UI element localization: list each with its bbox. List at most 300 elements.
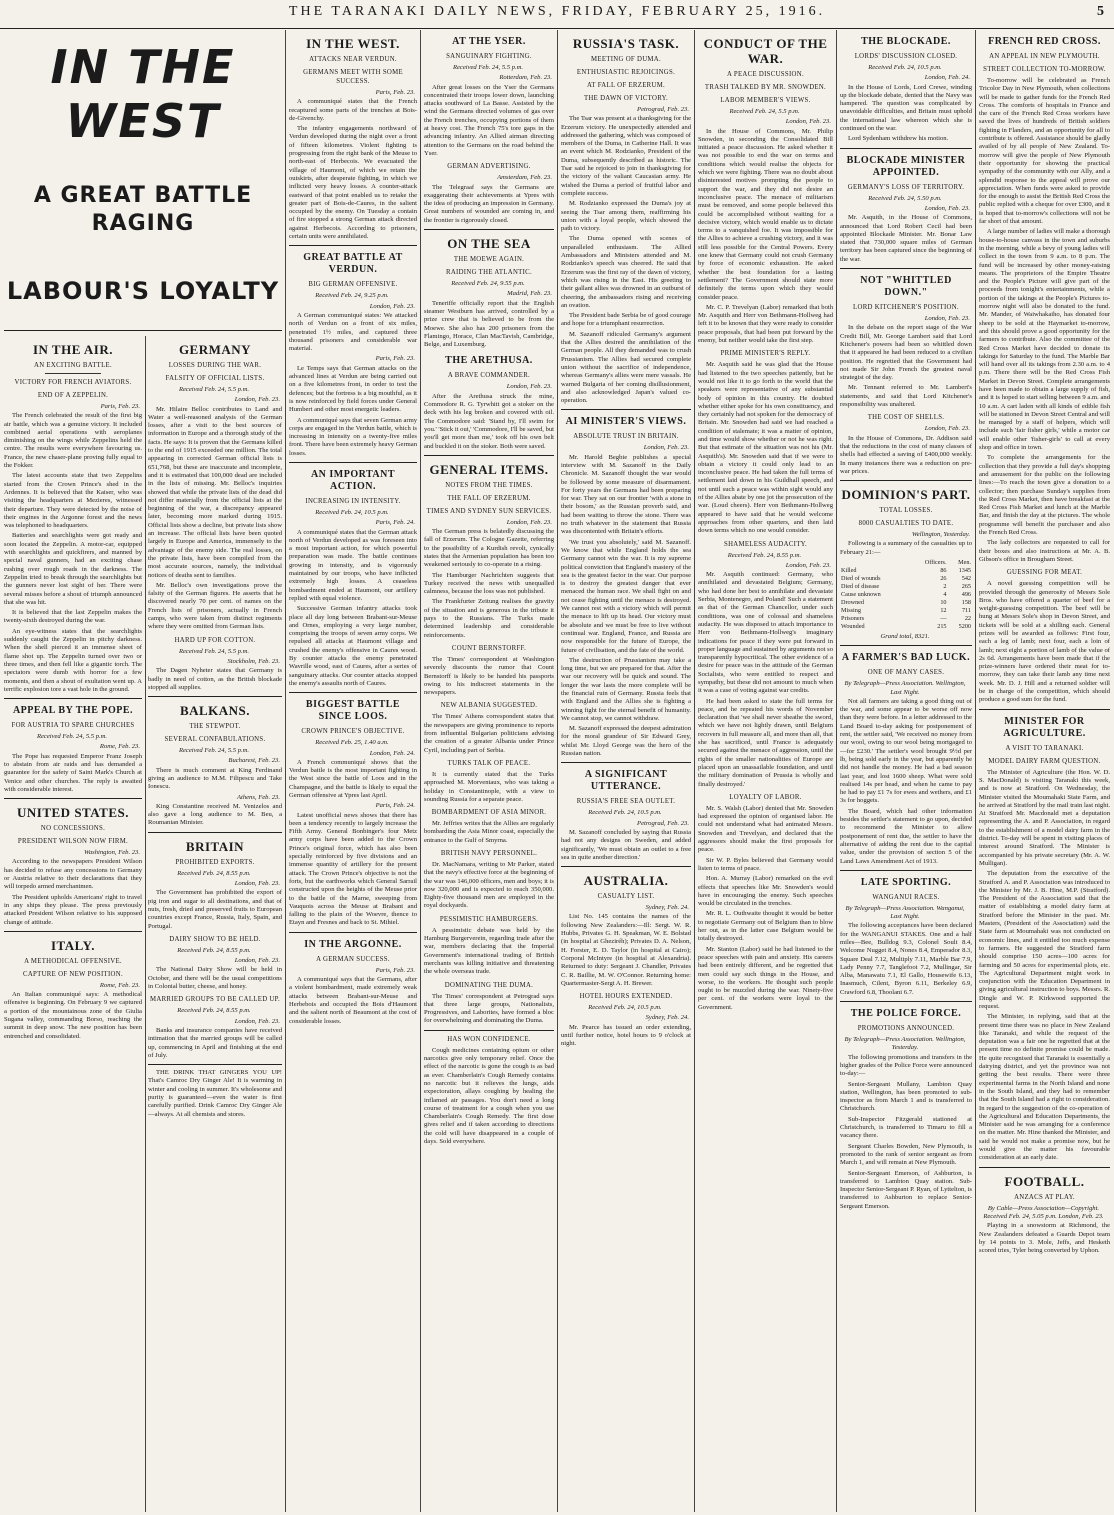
subheading: RAIDING THE ATLANTIC. xyxy=(445,269,533,277)
subheading: ANZACS AT PLAY. xyxy=(1014,1193,1075,1201)
subheading: AN EXCITING BATTLE. xyxy=(34,362,112,369)
article-text: Mr. C. P. Trevelyan (Labor) remarked that both Mr. Asquith and Herr von Bethmann-Hollweg had left it to be known that they were ready to consider peace proposals, that had been put forward by the enemy, but neither would take the first step. xyxy=(698,303,833,345)
table-cell: 711 xyxy=(961,606,971,614)
article-text: King Constantine received M. Venizelos and also gave a long audience to M. Beu, a Roumanian Minister. xyxy=(148,802,282,827)
column-c xyxy=(289,30,417,1510)
article-text: A communiqué says that seven German army corps are engaged in the Verdun battle, which is increasing in intensity on a twenty-five miles front. There have been extremely heavy German losses. xyxy=(289,416,417,457)
column-g xyxy=(840,30,972,1510)
divider xyxy=(979,1167,1110,1168)
dateline: Petrograd, Feb. 23. xyxy=(637,819,689,827)
dateline: By Telegraph—Press Association. Wanganui, Last Night. xyxy=(845,904,965,921)
article-text: The Dagen Nyheter states that Germany is badly in need of cotton, as the British blockade stopped all supplies. xyxy=(148,667,282,691)
dateline: Received Feb. 24, 10.5 p.m. xyxy=(588,1004,662,1012)
table-row xyxy=(840,607,972,615)
table-total: Grand total, 8321. xyxy=(880,632,930,640)
table-row xyxy=(840,575,972,583)
article-text: The Board, which had other information besides the settler's statement to go upon, decided to recommend the Minister to allow postponement of rent due, the settler to have the alternative of adding the rent due to the capital value, under the provision of section 5 of the Land Laws Amendment Act of 1913. xyxy=(840,807,972,865)
article-headline: ON THE SEA xyxy=(447,236,531,252)
subheading: MARRIED GROUPS TO BE CALLED UP. xyxy=(150,996,280,1004)
article-text: Mr. Harold Begbie publishes a special interview with M. Sazanoff in the Daily Chronicle. M. Sazanoff thought the war would be followed by some measure of disarmament. For forty years the Germans had been preparing for war. They sat on our frontier 'with a stone in their bosom,' as the Russian proverb said, and had been waiting to throw the stone. There was no truth whatever in the statement that Russia was discontented with Britain's efforts. xyxy=(561,453,691,536)
subheading: RUSSIA'S FREE SEA OUTLET. xyxy=(576,798,676,806)
dateline: London, Feb. 23. xyxy=(785,561,831,569)
article-headline: FOOTBALL. xyxy=(1004,1173,1085,1189)
article-headline: RUSSIA'S TASK. xyxy=(572,36,680,51)
dateline: By Telegraph—Press Association. Wellington, Yesterday. xyxy=(844,1036,966,1052)
column-rule xyxy=(145,336,146,1512)
table-cell: Cause unknown xyxy=(841,590,881,598)
table-cell: Died of disease xyxy=(841,582,880,590)
article-text: A pessimistic debate was held by the Hamburg Burgerverein, regarding trade after the war, members declaring that the Imperial Government's international trading of British merchants was killing initiative and threatening the whole overseas trade. xyxy=(424,926,554,976)
column-rule xyxy=(285,30,286,1512)
subheading: A PEACE DISCUSSION. xyxy=(727,71,804,78)
dateline: Rome, Feb. 23. xyxy=(99,981,140,989)
subheading: GUESSING FOR MEAT. xyxy=(1006,569,1083,577)
dateline: Wellington, Yesterday. xyxy=(911,531,970,539)
article-headline: THE ARETHUSA. xyxy=(445,355,533,367)
advertisement: Cough medicines containing opium or other narcotics give only temporary relief. Once the effect of the narcotic is gone the cough is as bad as ever. Chamberlain's Cough Remedy contains no narcotic but it relieves the lungs, aids expectoration, allays coughing by healing the inflamed air passages. You don't need a long course of treatment for a cough when you use Chamberlain's Cough Remedy. The first dose gives relief and if taken according to directions the cold will have disappeared in a couple of days. Sold everywhere. xyxy=(424,1046,554,1146)
column-rule xyxy=(420,30,421,1512)
divider xyxy=(148,1064,282,1065)
dateline: London, Feb. 23. xyxy=(234,957,280,965)
dateline: Sydney, Feb. 24. xyxy=(645,1014,689,1022)
article-headline: THE BLOCKADE. xyxy=(861,36,951,47)
table-header-cell xyxy=(840,559,909,567)
subheading: HAS WON CONFIDENCE. xyxy=(447,1035,531,1043)
subheading: A BRAVE COMMANDER. xyxy=(447,372,531,380)
dateline: Received Feb. 24, 8.55 p.m. xyxy=(177,946,251,954)
column-a xyxy=(4,336,142,1512)
table-cell: 496 xyxy=(961,590,971,598)
article-headline: AT THE YSER. xyxy=(452,36,526,47)
article-text: 'We trust you absolutely,' said M. Sazanoff. We know that while England holds the sea Germany cannot win the war. It is my supreme political conviction that England's mastery of the sea is the greatest factor in the war. Our purpose is to destroy the greatest danger that ever menaced the human race. We shall fight on and not cease fighting until the menace is destroyed. We cannot rest with a victory which will permit the menace to lift up its head. Our victory must be absolute and we must be free to live without continual war. England, France, and Russia are now responsible for the future of Europe, the future of civilisation, and the fate of the world. xyxy=(561,538,691,654)
subheading: TRASH TALKED BY MR. SNOWDEN. xyxy=(704,84,827,91)
article-text: M. Sazanoff concluded by saying that Russia had not any designs on Sweden, and added significantly, 'We must obtain an outlet to a free sea in quite another direction.' xyxy=(561,828,691,861)
article-text: The Hamburger Nachrichten suggests that Turkey received the news with unequalled calmness, because the loss was not published. xyxy=(424,571,554,596)
subheading: PROMOTIONS ANNOUNCED. xyxy=(857,1025,955,1033)
dateline: Received Feb. 24, 9.55 p.m. xyxy=(451,280,525,288)
table-cell: 265 xyxy=(961,582,971,590)
article-headline: MINISTER FOR AGRICULTURE. xyxy=(1003,715,1086,739)
subheading: FOR AUSTRIA TO SPARE CHURCHES xyxy=(11,722,135,730)
article-text: It is believed that the last Zeppelin makes the twenty-sixth destroyed during the war. xyxy=(4,609,142,625)
divider xyxy=(4,931,142,932)
table-row xyxy=(840,615,972,623)
article-headline: AI MINISTER'S VIEWS. xyxy=(565,416,687,428)
dateline: Madrid, Feb. 23. xyxy=(507,290,552,298)
article-text: Mr. Tennant referred to Mr. Lambert's statements, and said that Lord Kitchener's responsibility was unaltered. xyxy=(840,384,972,409)
subheading: A GERMAN SUCCESS. xyxy=(316,955,390,963)
dateline: Received Feb. 24, 5.5 p.m. xyxy=(729,108,800,115)
table-cell: 2 xyxy=(943,582,947,590)
article-text: Following is a summary of the casualties up to February 21:— xyxy=(840,540,972,556)
divider xyxy=(45,373,100,374)
table-header-cell: Officers. xyxy=(924,558,947,566)
subheading: DOMINATING THE DUMA. xyxy=(444,981,534,989)
subheading: A VISIT TO TARANAKI. xyxy=(1005,744,1084,752)
divider xyxy=(289,692,417,693)
dateline: By Cable—Press Association—Copyright. Received Feb. 24, 5.05 p.m. London, Feb. 23. xyxy=(983,1204,1104,1220)
column-rule xyxy=(836,30,837,1512)
subheading: THE MOEWE AGAIN. xyxy=(453,256,525,264)
article-text: It is currently stated that the Turks approached M. Morventaux, who was taking a holiday in Constantinople, with a view to sounding Russia for a separate peace. xyxy=(424,770,554,803)
subheading: HARD UP FOR COTTON. xyxy=(174,636,256,644)
column-h xyxy=(979,30,1110,1510)
article-text: Sir W. P. Byles believed that Germany would listen to terms of peace. xyxy=(698,856,833,872)
article-text: The infantry engagements northward of Verdun developed during the night over a front of fifteen kilometres. Violent fighting is progressing from the right bank of the Meuse to north-east of Herbecois. We evacuated the village of Haumont, of which we retain the outskirts, after desperate fighting, in which we inflicted very heavy losses. A counter-attack eastward of that point enabled us to retake the greater part of Bois-de-Caures, in the salient occupied by the enemy. On Tuesday a contain of fire stopped a strong German attack directed against Herbecois. According to prisoners, certain units were annihilated. xyxy=(289,125,417,241)
divider xyxy=(840,870,972,871)
article-headline: A FARMER'S BAD LUCK. xyxy=(841,652,971,664)
article-text: Successive German infantry attacks took place all day long between Brabant-sur-Meuse and Ornes, employing a very large number, comprising the troops of seven army corps. We repulsed all attacks at Haumont village and crushed the enemy's offensive in Caures wood. By counter attacks the enemy penetrated Wavrille wood, east of Caures, after a series of sanguinary attacks. Our counter attacks stopped the enemy's assaults north of Caures. xyxy=(289,605,417,687)
dateline: Petrograd, Feb. 23. xyxy=(637,106,689,113)
article-headline: IN THE WEST. xyxy=(306,36,400,51)
subheading: LABOR MEMBER'S VIEWS. xyxy=(720,97,811,104)
divider xyxy=(840,480,972,481)
dateline: Received Feb. 24, 10.5 p.m. xyxy=(588,809,662,817)
table-cell: 86 xyxy=(940,566,947,574)
article-headline: FRENCH RED CROSS. xyxy=(988,36,1101,47)
article-text: There is much comment at King Ferdinand giving an audience to M.M. Filipescu and Take Ionescu. xyxy=(148,766,282,791)
divider xyxy=(424,229,554,230)
subheading: NEW ALBANIA SUGGESTED. xyxy=(440,702,538,710)
table-cell: Prisoners xyxy=(841,614,865,622)
divider xyxy=(561,409,691,410)
article-text: Senior-Sergeant Mullany, Lambton Quay station, Wellington, has been promoted to sub-inspector as from March 1 and is transferred to Christchurch. xyxy=(840,1080,972,1113)
article-text: Hon. A. Murray (Labor) remarked on the evil effects that speeches like Mr. Snowden's would have in encouraging the enemy. Such speeches would be circulated in the trenches. xyxy=(698,875,833,908)
subheading: GERMANY'S LOSS OF TERRITORY. xyxy=(847,183,965,191)
casualty-table xyxy=(840,559,972,631)
article-headline: BIGGEST BATTLE SINCE LOOS. xyxy=(305,699,401,723)
subheading: THE DAWN OF VICTORY. xyxy=(583,95,668,102)
table-cell: 12 xyxy=(940,606,947,614)
subheading: MODEL DAIRY FARM QUESTION. xyxy=(988,757,1101,765)
subheading: NO CONCESSIONS. xyxy=(40,825,106,833)
subheading: LORD KITCHENER'S POSITION. xyxy=(853,304,959,312)
divider xyxy=(424,455,554,456)
dateline: Washington, Feb. 23. xyxy=(84,849,140,857)
article-headline: GENERAL ITEMS. xyxy=(429,461,549,477)
table-cell: Missing xyxy=(841,606,861,614)
table-row xyxy=(840,599,972,607)
table-cell: 26 xyxy=(940,574,947,582)
article-text: In the House of Commons, Mr. Philip Snowden, in seconding the Consolidated Bill initiated a peace discussion. He asked whether it was not possible to end the war on terms and conditions which would realise the objects for which we were fighting. There was no doubt about disinterested motives prompting the people to support the war, and they did not desire an inconclusive peace. The menace of militarism must be removed, and some people believed this could be accomplished without waiting for a decisive victory, which would enable us to dictate terms to a vanquished foe. It was impossible for the Allies to achieve a crushing victory, and it was still less possible for the Central Powers. Every one knew that Germany could not crush Germany by force of economic exhaustion. He asked whether the best foundation for a lasting settlement? The Government should state more definitely the terms upon which they would consider peace. xyxy=(698,127,833,301)
article-text: Banks and insurance companies have received intimation that the married groups will be called up, commencing in April and finishing at the end of July. xyxy=(148,1026,282,1059)
subheading: AN APPEAL IN NEW PLYMOUTH. xyxy=(989,53,1100,60)
subheading: A METHODICAL OFFENSIVE. xyxy=(24,957,122,965)
subheading: MEETING OF DUMA. xyxy=(591,56,661,63)
article-text: To complete the arrangements for the collection that they provide a full day's shopping and amusement for the public on the following lines:—To reach the town give a donation to a collector; then purchase Sunday's supplies from the Red Cross Market, then have breakfast at the Red Cross Fish Market and lunch at the Marble Bar, and finish the day at the pictures. The whole programme will benefit the purchaser and also the French Red Cross. xyxy=(979,454,1110,537)
table-cell: 542 xyxy=(961,574,971,582)
dateline: Received Feb. 24, 8.55 p.m. xyxy=(177,869,251,877)
dateline: London, Feb. 23. xyxy=(785,118,831,126)
column-d xyxy=(424,30,554,1510)
subheading: SHAMELESS AUDACITY. xyxy=(724,540,807,548)
subheading: TURKS TALK OF PEACE. xyxy=(447,759,531,767)
dateline: London, Feb. 23. xyxy=(234,1017,280,1025)
article-text: Sergeant Charles Bowden, New Plymouth, is promoted to the rank of senior sergeant as from March 1, and will remain at New Plymouth. xyxy=(840,1142,972,1167)
divider xyxy=(840,148,972,149)
article-headline: UNITED STATES. xyxy=(17,805,129,821)
article-text: M. Sazanoff ridiculed Germany's argument that the Allies desired the annihilation of the German people. All they demanded was to crush Prussianism. The Allies had secured complete union without the sacrifice of independence, whereas Germany's allies were mere vassals. He warned Bulgaria of her coming disillusionment, and also acknowledged Japan's valued co-operation. xyxy=(561,330,691,405)
dateline: Paris, Feb. 24. xyxy=(375,802,415,810)
divider xyxy=(979,709,1110,710)
article-text: Mr. Jeffries writes that the Allies are regularly bombarding the Asia Minor coast, especially the entrance to the Gulf of Smyrna. xyxy=(424,820,554,844)
table-cell: 215 xyxy=(937,622,947,630)
divider xyxy=(840,645,972,646)
dateline: Received Feb. 24, 8.55 p.m. xyxy=(177,1007,251,1015)
article-headline: BALKANS. xyxy=(179,703,251,719)
masthead xyxy=(0,0,1114,29)
subheading: FALSITY OF OFFICIAL LISTS. xyxy=(165,375,265,382)
banner-headline: IN THE WEST xyxy=(50,40,236,148)
divider xyxy=(4,698,142,699)
article-text: Not all farmers are taking a good thing out of the war, and some appear to be worse off now than they were before. In a letter addressed to the Land Board to-day asking for postponement of rent, the settler said, 'We received no money from our wool, owing to our wool being mortgaged to—for £230.' The settler's wool brought 9½d per lb, being sold early in the year, but apparently he did not handle the money. He had a bad season last year, and lost 1600 sheep. What were sold realised 14s per head, and when he came to pay he had to pay £1 7s for ewes and wethers, and £1 3s for hoggets. xyxy=(840,697,972,805)
subheading: LOYALTY OF LABOR. xyxy=(729,793,802,801)
dateline: Paris, Feb. 23. xyxy=(375,355,415,363)
article-text: The following promotions and transfers in the higher grades of the Police Force were announced to-day:— xyxy=(840,1053,972,1078)
article-text: A communiqué states that the German attack north of Verdun developed as was foreseen into a most important action, for which powerful preparation was made. The battle continues growing in intensity, and is vigorously maintained by our troops, who have inflicted extremely high losses. A ceaseless bombardment ended at Haumont, our artillery replied with equal violence. xyxy=(289,528,417,602)
article-text: A German communiqué states: We attacked north of Verdun on a front of six miles, penetrated 1½ miles, and captured three thousand prisoners and considerable war material. xyxy=(289,311,417,353)
article-text: Lord Sydenham withdrew his motion. xyxy=(848,135,949,143)
subheading: STREET COLLECTION TO-MORROW. xyxy=(983,66,1106,73)
subheading: BRITISH NAVY PERSONNEL. xyxy=(440,850,538,857)
article-headline: IN THE AIR. xyxy=(32,342,114,357)
article-headline: CONDUCT OF THE WAR. xyxy=(703,36,828,66)
article-text: The French celebrated the result of the first big air battle, which was a genuine victory. It included combined aerial operations with aeroplanes diminishing on the wings while Zeppelins held the centre. The results were everywhere favouring us. France, the new chaser-plane proving fully equal to the Fokker. xyxy=(4,412,142,470)
column-rule xyxy=(694,30,695,1512)
dateline: Received Feb. 24, 5.5 p.m. xyxy=(178,747,250,755)
article-headline: NOT "WHITTLED DOWN." xyxy=(860,275,952,299)
subheading: VICTORY FOR FRENCH AVIATORS. xyxy=(14,379,132,386)
article-text: The Minister, in replying, said that at the present time there was no place in New Zealand like Taranaki, and while the request of the deputation was a fair one he regretted that at the present time no definite promise could be made. He quite recognised that Taranaki is essentially a dairying district, and yet the province was not getting the best results. There were three experimental farms in the North Island and none in the South Island, and they had to remember that the South Island had a right to consideration. In regard to the suggestion of the co-operation of the Agricultural and Education Departments, the Minister said he was arranging for a conference on the matter. Mr. Hine thanked the Minister, and said he would not make a promise now, but he would give the matter his favourable consideration at an early date. xyxy=(979,1013,1110,1162)
article-text: Dr. MacNamara, writing to Mr Parker, stated that the navy's effective force at the beginning of the war was 146,000 officers, men and boys; it is now 320,000 and is expected to reach 350,000. Eighty-five thousand men are employed in the royal dockyards. xyxy=(424,861,554,910)
article-text: List No. 145 contains the names of the following New Zealanders:—Ill: Sergt. W. R. Hubbs, Privates G. H. Speakman, W. E. Bolstad (in hospital at Gheziréh); Privates D. A. Nelson, H. Forster, E. D. Taylor (in hospital at Cairo); Corporal McIntyre (in hospital at Alexandria). Returned to duty: Sergeant J. Chandler, Privates C. R. Baillie, M. W. O'Connor. Returning home: Quartermaster-Sergt A. H. Brewer. xyxy=(561,913,691,987)
article-text: The Minister of Agriculture (the Hon. W. D. S. MacDonald) is visiting Taranaki this week, and is now at Stratford. On Wednesday, the Minister visited the Moumahaki State Farm, and he arrived at Stratford by the mail train last night. At Stratford Mr. Macdonald met a deputation representing the A. and P. Association, in regard to the establishment of a model dairy farm in the district. To-day will be spent in visiting places of interest around Stratford. The Minister is accompanied by his private secretary (Mr. A. W. Mulligan). xyxy=(979,768,1110,867)
subheading: AT FALL OF ERZERUM. xyxy=(586,82,666,89)
table-cell: Killed xyxy=(841,566,857,574)
article-text: In the debate on the report stage of the War Credit Bill, Mr. George Lambert said that Lord Kitchener's powers had been so whittled down that it appeared he had been reduced to a civilian position. He regretted that the Government had not made Sir John French the greatest naval strategist of the day. xyxy=(840,324,972,382)
divider xyxy=(289,245,417,246)
subheading: SEVERAL CONFABULATIONS. xyxy=(164,736,266,744)
subheading: TIMES AND SYDNEY SUN SERVICES. xyxy=(426,507,552,515)
article-text: The lady collectors are requested to call for their boxes and also instructions at Mr. A. B. Gibson's office in Brougham Street. xyxy=(979,539,1110,563)
article-text: Latest unofficial news shows that there has been a tendency recently to largely increase the Fifth Army. General Bonbinger's four Metz army corps have been added to the Crown Prince's original force, which has also been specially reinforced by five divisions and an immense quantity of artillery for the present attack. The Crown Prince's objective is not the forts, but the earthworks which General Sarrail constructed upon the heights of the Meuse prior to the battle of the Marne, sweeping from Vauquois across the Meuse at Brabant and falling to the plain of the Woevre, thence to Etayn and Fresnes and back to St. Mihiel. xyxy=(289,811,417,927)
dateline: Received Feb. 24, 10.5 p.m. xyxy=(315,508,389,516)
subheading: ONE OF MANY CASES. xyxy=(867,669,945,677)
subheading: HOTEL HOURS EXTENDED. xyxy=(579,993,673,1001)
divider xyxy=(148,696,282,697)
article-text: To-morrow will be celebrated as French Tricolor Day in New Plymouth, when collections will be made to gather funds for the French Red Cross. The comforts of hospitals in France and the care of the French Red Cross workers have saved the lives of hundreds of British soldiers fighting in Flanders, and an opportunity for all to contribute is offered. Assistance should be gladly availed of by all people of New Zealand. To-morrow will give the people of New Plymouth their opportunity for showing the practical sympathy of the community with our Ally, and a splendid response to the appeal will prove our appreciation. When funds were asked to provide for the enough to assist the British Red Cross the public replied with a cheque for over £300, and it is hoped that to-morrow's collections will not be far short of that amount. xyxy=(979,77,1110,226)
divider xyxy=(561,866,691,867)
subheading: ATTACKS NEAR VERDUN. xyxy=(309,56,397,63)
divider xyxy=(840,268,972,269)
masthead-title: THE TARANAKI DAILY NEWS, FRIDAY, FEBRUARY 25, 1916. xyxy=(288,4,826,19)
subheading: GERMAN ADVERTISING. xyxy=(447,163,531,171)
article-text: The Frankfurter Zeitung realises the gravity of the situation and is generous in the tribute it pays to the Russians. The Turks made determined leadership and considerable reinforcements. xyxy=(424,598,554,639)
article-text: Batteries and searchlights were got ready and soon located the Zeppelin. A motor-car, equipped with searchlights and quickfirers, and manned by special naval gunners, had an exciting chase rushing over rough roads in the darkness. The Zeppelin tried to break through the searchlights but the gunners never lost sight of her. There were several misses before a shout of triumph announced that she was hit. xyxy=(4,532,142,606)
dateline: Received Feb. 24, 5.5 p.m. xyxy=(178,647,250,655)
subheading: BOMBARDMENT OF ASIA MINOR. xyxy=(431,809,547,817)
dateline: London, Feb. 23. xyxy=(506,383,552,391)
article-text: The Duma opened with scenes of unparalleled enthusiasm. The Allied Ambassadors and Ministers attended and M. Rodzianko's speech was cheered. He said that Erzerum was the first ray of the dawn of victory, which was rising in the East. His greeting to their gallant allies was drowned in an outburst of cheering, the ambassadors rising and receiving an ovation. xyxy=(561,235,691,309)
table-cell: 5200 xyxy=(958,622,971,630)
subheading: NOTES FROM THE TIMES. xyxy=(445,481,533,489)
article-text: The President bade Serbia be of good courage and hope for a triumphant resurrection. xyxy=(561,312,691,328)
subheading: CAPTURE OF NEW POSITION. xyxy=(23,970,123,978)
article-headline: THE POLICE FORCE. xyxy=(850,1008,962,1020)
subheading: LOSSES DURING THE WAR. xyxy=(168,362,262,369)
divider xyxy=(289,932,417,933)
article-text: The following acceptances have been declared for the WANGANUI STAKES. One and a half miles—Bee, Bulldog 9.3, Colonel Soult 8.4, Welcome Nugget 8.4, Nones 8.4, Emperador 8.3, Square Deal 7.12, Multiply 7.11, Marble Bar 7.9, Lady Penny 7.7, Tanglefoot 7.2, Mullingar, Sir Alba, Manawatu 7.1, El Gallo, Housewife 6.13, Inasmuch, Cilent, Byron 6.11, Berkeley 6.9, Crawford 6.8, Thoolani 6.7. xyxy=(840,922,972,996)
subheading: CASUALTY LIST. xyxy=(597,893,655,901)
dateline: London, Feb. 23. xyxy=(234,396,280,404)
article-headline: DOMINION'S PART. xyxy=(841,487,971,503)
column-rule xyxy=(557,30,558,1512)
dateline: Paris, Feb. 24. xyxy=(375,519,415,527)
article-text: Mr. Belloc's own investigations prove the falsity of the German figures. He asserts that he discovered nearly 70 per cent. of names on the French lists of prisoners, actually in French camps, who were taken from distinct regiments where they were omitted from German lists. xyxy=(148,581,282,631)
subheading: COUNT BERNSTORFF. xyxy=(451,644,527,652)
divider xyxy=(840,1001,972,1002)
divider xyxy=(148,832,282,833)
dateline: London, Feb. 23. xyxy=(924,204,970,212)
dateline: Received Feb. 24, 5.5 p.m. xyxy=(452,64,524,71)
divider xyxy=(4,798,142,799)
article-text: The Tsar was present at a thanksgiving for the Erzerum victory. He unexpectedly attended and addressed the gathering, which was composed of members of the Duma, in Catherine Hall. It was an event which M. Rodzianko, President of the Duma, subsequently described as historic. The Tsar said he rejoiced to join in thanksgiving for the victory of the valiant Caucasian army. He wished the Duma a period of fruitful labor and complete success. xyxy=(561,115,691,197)
article-text: Mr. Asquith said he was glad that the House had listened to the two speeches patiently, but he would not like it to go forth to the world that the speakers were representative of any substantial body of opinion in this country. He doubted whether either spoke for his own constituency, and they certainly had not spoken for the democracy of Britain. Mr. Snowden had said we had reached a condition of stalemate; it was a matter of opinion, and time would show whether or not he was right. But that estimate of the situation was not his (Mr. Asquith's). Mr. Snowden said that if we were to obtain a victory it could only lead to an inconclusive peace. He had taken the full terms of settlement laid down in his Guildhall speech, and not until such a peace was within sight would any of the Allies abate by one jot the prosecution of the war. (Loud cheers). Herr von Bethmann-Hollweg appeared to have said that he would welcome approaches from other quarters, and then laid down terms which no one would consider. xyxy=(698,361,833,535)
dateline: London, Feb. 24. xyxy=(369,749,415,757)
article-text: Playing in a snowstorm at Richmond, the New Zealanders defeated a Guards Depot team by 14 points to 3. Mole, Jeffs, and Hesketh scored tries, Tyler being converted by Uphon. xyxy=(979,1222,1110,1255)
table-row xyxy=(840,567,972,575)
subheading: PESSIMISTIC HAMBURGERS. xyxy=(439,915,539,923)
article-text: Mr. Stanton (Labor) said he had listened to the peace speeches with pain and anxiety. His careers had been entirely different, and he regretted that men could say such things in the House, and worse, to the workers. He thought such people ought to be muzzled during the war. Ninety-five per cent. of the workers were loyal to the Government. xyxy=(698,945,833,1011)
dateline: Sydney, Feb. 24. xyxy=(645,904,689,912)
page-number: 5 xyxy=(1097,4,1104,19)
article-text: According to the newspapers President Wilson has decided to refuse any concessions to Germany or Austria relative to their declarations that they will torpedo armed merchantmen. xyxy=(4,858,142,891)
subheading: GERMANS MEET WITH SOME SUCCESS. xyxy=(303,69,403,85)
article-headline: GREAT BATTLE AT VERDUN. xyxy=(303,252,403,276)
divider xyxy=(424,1030,554,1031)
table-cell: 10 xyxy=(940,598,947,606)
article-text: M. Sazanoff expressed the deepest admiration for the moral grandeur of Sir Edward Grey, whilst Mr. Lloyd George was the hero of the Russian nation. xyxy=(561,725,691,758)
dateline: Paris, Feb. 23. xyxy=(100,403,140,410)
dateline: Stockholm, Feb. 23. xyxy=(227,657,280,665)
article-text: Teneriffe officially report that the English steamer Westburn has arrived, controlled by a prize crew that is believed to be from the Moewe. She also has 200 prisoners from the Flamingo, Horace, Clan MacTavish, Cambridge, Belge, and Luxemburg. xyxy=(424,299,554,349)
article-text: The German press is belatedly discussing the fall of Erzerum. The Cologne Gazette, referring to the possibility of a Kurdish revolt, cynically states that the Armenian population has been too weakened seriously to co-operate in a rising. xyxy=(424,528,554,569)
article-text: The Times' Athens correspondent states that the newspapers are giving prominence to reports from influential Bulgarian politicians advising the creation of a greater Albania under Prince Cyril, including part of Serbia. xyxy=(424,713,554,754)
column-f xyxy=(698,30,833,1510)
article-text: The Telegraaf says the Germans are exaggerating their achievements at Ypres with the idea of producing an impression in Germany. Great numbers of wounded are coming in, and the frontier is rigorously closed. xyxy=(424,183,554,224)
table-header-row xyxy=(840,559,972,567)
table-cell: — xyxy=(940,614,947,622)
subheading: PRIME MINISTER'S REPLY. xyxy=(720,350,811,358)
dateline: Athens, Feb. 23. xyxy=(236,793,280,801)
dateline: London, Feb. 23. xyxy=(924,315,970,323)
subheading: WANGANUI RACES. xyxy=(872,893,940,901)
article-text: Le Temps says that German attacks on the advanced lines at Verdun are being carried out on a five kilometres front, in order to test the defences; but the fortress is a big mouthful, as it is now reinforced by field forces under General Humbert and other most energetic leaders. xyxy=(289,364,417,414)
dateline: London, Feb. 23. xyxy=(234,880,280,888)
dateline: London, Feb. 23. xyxy=(643,444,689,452)
dateline: London, Feb. 23. xyxy=(506,518,552,526)
article-text: The Times' correspondent at Washington severely discounts the rumor that Count Bernstorff is likely to be handed his passports owing to his indiscreet statements in the newspapers. xyxy=(424,655,554,697)
dateline: Received Feb. 24, 5.5 p.m. xyxy=(178,386,250,393)
article-headline: ITALY. xyxy=(50,937,96,953)
subheading: END OF A ZEPPELIN. xyxy=(37,392,109,399)
article-text: The latest accounts state that two Zeppelins started from the Crown Prince's shed in the Ardennes. It is believed that the Kaiser, who was visiting the headquarters at Mezieres, witnessed their departure. They were detected by the noise of their engines in the Argonne forest and the news was telephoned to headquarters. xyxy=(4,472,142,530)
column-rule xyxy=(975,30,976,1512)
table-cell: 158 xyxy=(961,598,971,606)
article-text: A novel guessing competition will be provided through the generosity of Messrs Sole Bros. who have offered a quarter of beef for a weight-guessing competition. The beef will be hung at Messrs Sole's shop in Devon Street, and tickets will be sold at a shilling each. General prizes will be awarded as follows: First four, each a leg of lamb; next four, each a loin of lamb; next eight a portion of lamb of the value of 2s 6d. Arrangements have been made that if the prize-winners have ordered their meat for to-morrow, they can take their lamb any time next week. Mr. D. J. Hill and a returned soldier will be in charge of the competition, which should produce a good sum for the fund. xyxy=(979,580,1110,704)
table-cell: Wounded xyxy=(841,622,865,630)
table-cell: Drowned xyxy=(841,598,865,606)
article-text: In the House of Commons, Dr. Addison said that the reductions in the cost of many classes of shells had effected a saving of £400,000 weekly. In many instances there was a reduction on pre-war prices. xyxy=(840,434,972,475)
article-text: After the Arethusa struck the mine, Commodore R. G. Tyrwhitt got a stoker on the deck with his leg broken and covered with oil. The Commodore said: 'Stand by, I'll swim for you.' 'Stick it out,' 'Commodore, I'll be saved, but you'll get more than me,' took off his own belt and buckled it on the stoker. Both were saved. xyxy=(424,392,554,450)
divider xyxy=(4,330,282,331)
article-text: M. Rodzianko expressed the Duma's joy at seeing the Tsar among them, reaffirming his union with a loyal people, which showed the path to victory. xyxy=(561,200,691,233)
subheading: ENTHUSIASTIC REJOICINGS. xyxy=(576,69,676,76)
article-text: Mr. R. L. Outhwaite thought it would be better to negotiate Germany out of Belgium than to blow her out, as in the latter case Belgium would be totally destroyed. xyxy=(698,910,833,943)
article-text: A communiqué states that the French recaptured some parts of the trenches at Bois-de-Givenchy. xyxy=(289,98,417,122)
table-row xyxy=(840,623,972,631)
subheading: ABSOLUTE TRUST IN BRITAIN. xyxy=(573,433,679,441)
table-cell: 1345 xyxy=(958,566,971,574)
article-text: The destruction of Prussianism may take a long time, but we are prepared for that. After the war our recovery will be quick and sound. The longer the war lasts the more complete will be the financial ruin of Germany. Russia feels that with England and the Allies she is fighting a winning fight for the eternal benefit of humanity. We cannot stop, we cannot withdraw. xyxy=(561,656,691,722)
table-row xyxy=(840,591,972,599)
article-text: Mr. S. Walsh (Labor) denied that Mr. Snowden had expressed the opinion of organised labor. He could not understand what had animated Messrs. Snowden and Trevelyan, and declared that the aggressors should make the first proposals for peace. xyxy=(698,804,833,854)
article-headline: BRITAIN xyxy=(185,838,245,854)
subheading: THE FALL OF ERZERUM. xyxy=(447,494,531,502)
column-b xyxy=(148,336,282,1512)
article-text: After great losses on the Yser the Germans concentrated their troops lower down, launching attacks southward of La Basse. Assisted by the wind the Germans directed volumes of gas over the French trenches, occupying portions of them at heavy cost. The French 75's tore gaps in the advancing infantry. An Allied airman directing attention to the Germans on the road behind the Yser. xyxy=(424,83,554,157)
article-headline: IN THE ARGONNE. xyxy=(304,938,402,950)
subheading: CROWN PRINCE'S OBJECTIVE. xyxy=(301,728,405,736)
article-text: The deputation from the executive of the Stratford A. and P. Association was introduced to the Minister by Mr. J. B. Hine, M.P. (Stratford). The President of the Association said that the matter of establishing a model dairy farm at Stratford before the Minister in the past. Mr. Masters, (President of the Association) said the State farm at Moumahaki was not conducted on economic lines, and it entitled too much expense to farmers. He suggested the Stratford farm should comprise 150 acres—100 acres for farming and 50 acres for experimental plots, etc. The Agricultural Department might work in conjunction with the Education Department in giving agricultural instruction to boys. Messrs. R. Dingle and W. P. Kirkwood supported the request. xyxy=(979,870,1110,1010)
article-headline: AUSTRALIA. xyxy=(583,873,669,889)
article-text: A large number of ladies will make a thorough house-to-house canvass in the town and suburbs in the morning, while a bevy of young ladies will collect in the town from 9 a.m. to 8 p.m. The fund will be increased by other money-raising means. The proprietors of the Empire Theatre and the People's Picture will give part of the proceeds from tonight's entertainments, while a portion of the takings at the People's Pictures to-morrow night will also be donated to the fund. Mr. Mander, of Waiwhakaiho, has donated four sheep to be sold at the Haymarket to-morrow, and this should prove a good opportunity for the farmers to contribute. Also the committee of the Red Cross Market have decided to donate its takings for Saturday to the fund. The Marble Bar will hand over all its takings from 2.30 a.m. to 4 p.m. There there will be the Red Cross Fish Market in Devon Street. Complete arrangements have been made to obtain a large supply of fish, and it is hoped to start selling between 9 a.m. and 10 a.m. A cart laden with all kinds of edible fish will be stationed in Devon Street Central and will be managed by a staff of helpers, which will include such 'fair fisher girls,' while a motor car will enable other 'fisher-girls' to call at every shop and office in town. xyxy=(979,228,1110,452)
divider xyxy=(561,762,691,763)
article-text: The Times' correspondent at Petrograd says that three large groups, Nationalists, Progressives, and Laborites, have formed a bloc for overwhelming and dominating the Duma. xyxy=(424,992,554,1025)
subheading: INCREASING IN INTENSITY. xyxy=(305,497,401,505)
dateline: Paris, Feb. 23. xyxy=(375,89,415,96)
banner-headline: LABOUR'S LOYALTY xyxy=(6,277,280,305)
article-text: Mr. Hilaire Belloc contributes to Land and Water a well-reasoned analysis of the German losses, after a visit to the best sources of information in Europe and a thorough study of the facts. He says: It is proven that the Germans killed to the end of 1915 exceeded one million. The total appearing in corrected German official lists is 651,768, but these are inaccurate and incomplete, and it is estimated that 100,000 dead are included in the lists of missing. Mr. Belloc's inquiries showed that while the private lists of the dead did not differ materially from the official lists at the beginning of the war, a discrepancy appeared later, becoming more marked during 1915. Official lists show a decline, but private lists show an increase. The official lists have been quoted largely in Europe and America, immensely to the advantage of the enemy side. The real losses, on the private lists, have been compiled from the most accurate sources, namely, the individual notices of deaths sent to families. xyxy=(148,405,282,579)
table-row xyxy=(840,583,972,591)
article-text: He had been asked to state the full terms for peace, and he repeated his words of November declaration that 'we shall never sheathe the sword, which we have not lightly drawn, until Belgium recovers in full measure all, and more than all, that she has sacrificed, until France is adequately secured against the menace of aggression, until the rights of the smaller nationalities of Europe are placed upon an unassailable foundation, and until the military domination of Prussia is wholly and finally destroyed.' xyxy=(698,697,833,788)
article-text: Mr. Asquith, in the House of Commons, announced that Lord Robert Cecil had been appointed Blockade Minister. Mr. Bonar Law stated that 730,000 square miles of German territory has been captured since the beginning of the war. xyxy=(840,214,972,263)
table-cell: Died of wounds xyxy=(841,574,881,582)
subheading: PROHIBITED EXPORTS. xyxy=(175,858,255,866)
article-headline: A SIGNIFICANT UTTERANCE. xyxy=(584,769,668,793)
article-text: Mr. Pearce has issued an order extending, until further notice, hotel hours to 9 o'clock at night. xyxy=(561,1023,691,1048)
article-text: An eye-witness states that the searchlights suddenly caught the Zeppelin in pitchy darkness. When the shell pierced it an immense sheet of flame shot up. The Zeppelin turned over two or three times, and then fell like a gigantic torch. The spectators were dumb with horror for a few moments, and then a shout of exultation went up. A terrific explosion tore a vast hole in the ground. xyxy=(4,627,142,693)
column-e xyxy=(561,30,691,1510)
article-text: An Italian communiqué says: A methodical offensive is beginning. On February 9 we captured a portion of the mountainous zone of the Giulia Sugana valley, commanding Borso, reaching the summit in deep snow. The new position has been entrenched and consolidated. xyxy=(4,991,142,1040)
subheading: 8000 CASUALTIES TO DATE. xyxy=(858,520,954,528)
dateline: Received Feb. 25, 1.40 a.m. xyxy=(315,739,389,747)
subheading: THE STEWPOT. xyxy=(189,723,241,731)
table-header-cell: Men. xyxy=(958,558,971,566)
article-headline: BLOCKADE MINISTER APPOINTED. xyxy=(846,154,966,178)
subheading: BIG GERMAN OFFENSIVE. xyxy=(308,281,398,289)
article-text: Senior-Sergeant Emerson, of Ashburton, is transferred to Lambton Quay station. Sub-Inspector Senior-Sergeant P. Ryan, of Lyttelton, is transferred to Ashburton to replace Senior-Sergeant Emerson. xyxy=(840,1169,972,1210)
dateline: London, Feb. 23. xyxy=(369,302,415,310)
article-text: Sub-Inspector Fitzgerald stationed at Christchurch, is transferred to Timaru to fill a vacancy there. xyxy=(840,1115,972,1140)
subheading: SANGUINARY FIGHTING. xyxy=(446,53,532,60)
article-text: Mr. Asquith continued: Germany, who annihilated and devastated Belgium; Germany, who had done her best to annihilate and devastate Serbia, Montenegro, and Poland! Such a statement as that of the German Chancellor, under such conditions, was one of colossal and shameless audacity. He was disposed to attach importance to Herr von Bethmann-Hollweg's imaginary indications for peace if they were put forward in proper language and sustained by arguments not so transparently hypocritical. The other evidence of a desire for peace was in the attitude of the German Socialists, who were entitled to respect and sympathy, but these did not amount to much when it was a case of voting against war credits. xyxy=(698,571,833,695)
table-cell: 22 xyxy=(964,614,971,622)
article-text: The Government has prohibited the export of pig iron and sugar to all destinations, and that of nuts, fresh, dried and preserved fruits to European countries except France, Russia, Italy, Spain, and Portugal. xyxy=(148,889,282,930)
article-text: A communiqué says that the Germans, after a violent bombardment, made extremely weak attacks between Brabant-sur-Meuse and Herbebois and occupied the Bois d'Haumont and the salient north of Beaumont at the cost of considerable losses. xyxy=(289,976,417,1025)
subheading: PRESIDENT WILSON NOW FIRM. xyxy=(17,838,129,846)
dateline: London, Feb. 24. xyxy=(924,74,970,82)
